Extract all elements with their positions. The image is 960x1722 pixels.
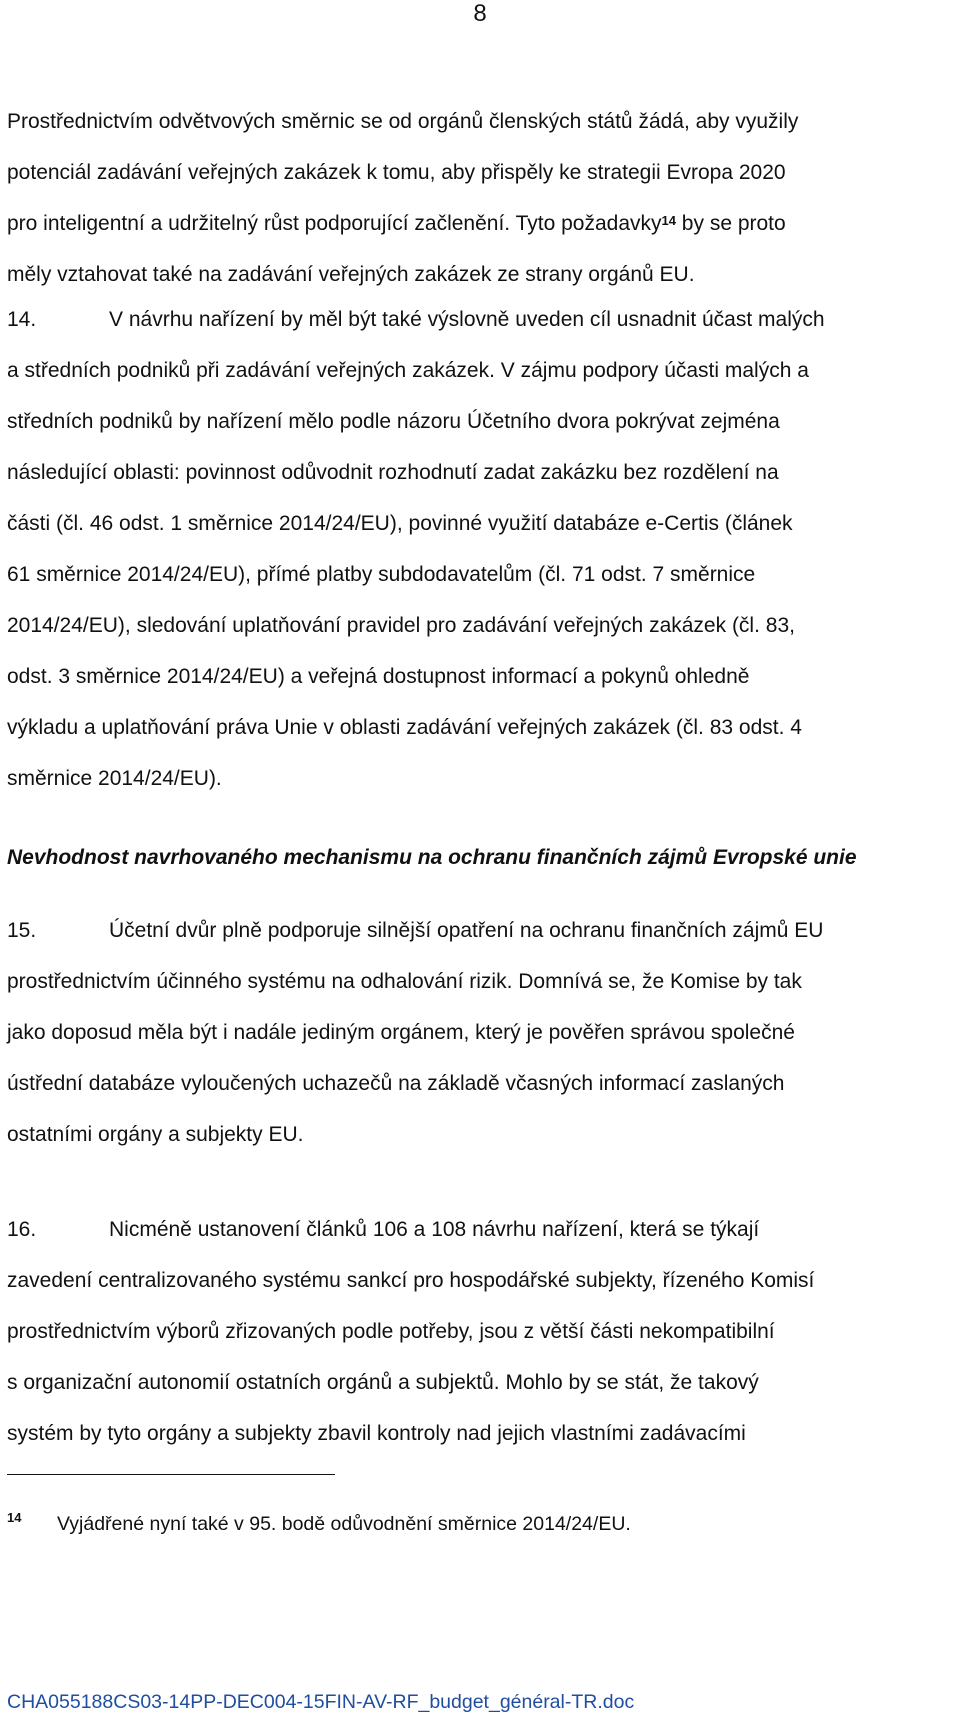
- text-line: následující oblasti: povinnost odůvodnit rozhodnutí zadat zakázku bez rozdělení na: [7, 461, 779, 484]
- document-footer: CHA055188CS03-14PP-DEC004-15FIN-AV-RF_budget_général-TR.doc: [7, 1691, 635, 1713]
- paragraph-14: [7, 294, 947, 804]
- text-line: ostatními orgány a subjekty EU.: [7, 1123, 304, 1146]
- text-line: jako doposud měla být i nadále jediným orgánem, který je pověřen správou společné: [7, 1021, 795, 1044]
- paragraph-number: 14.: [7, 308, 37, 331]
- footnote-separator: [7, 1474, 335, 1475]
- text-line: měly vztahovat také na zadávání veřejných zakázek ze strany orgánů EU.: [7, 263, 695, 286]
- text-line: odst. 3 směrnice 2014/24/EU) a veřejná dostupnost informací a pokynů ohledně: [7, 665, 750, 688]
- text-line: směrnice 2014/24/EU).: [7, 767, 222, 790]
- footnote-mark: 14: [7, 1510, 22, 1525]
- text-line: výkladu a uplatňování práva Unie v oblasti zadávání veřejných zakázek (čl. 83 odst. 4: [7, 716, 802, 739]
- paragraph-16: [7, 1204, 947, 1459]
- section-heading: Nevhodnost navrhovaného mechanismu na ochranu finančních zájmů Evropské unie: [7, 846, 857, 869]
- text-line: s organizační autonomií ostatních orgánů a subjektů. Mohlo by se stát, že takový: [7, 1371, 759, 1394]
- text-line: zavedení centralizovaného systému sankcí pro hospodářské subjekty, řízeného Komisí: [7, 1269, 815, 1292]
- text-line: Prostřednictvím odvětvových směrnic se od orgánů členských států žádá, aby využily: [7, 110, 799, 133]
- text-fragment: pro inteligentní a udržitelný růst podporující začlenění. Tyto požadavky: [7, 212, 662, 235]
- text-line: [7, 1204, 947, 1255]
- paragraph-number: 15.: [7, 919, 37, 942]
- text-line: prostřednictvím výborů zřizovaných podle potřeby, jsou z větší části nekompatibilní: [7, 1320, 775, 1343]
- text-line: 2014/24/EU), sledování uplatňování pravidel pro zadávání veřejných zakázek (čl. 83,: [7, 614, 795, 637]
- intro-paragraph: [7, 96, 947, 300]
- text-line: ústřední databáze vyloučených uchazečů na základě včasných informací zaslaných: [7, 1072, 785, 1095]
- text-line: potenciál zadávání veřejných zakázek k tomu, aby přispěly ke strategii Evropa 2020: [7, 161, 786, 184]
- text-line: části (čl. 46 odst. 1 směrnice 2014/24/EU), povinné využití databáze e-Certis (článek: [7, 512, 793, 535]
- text-line: [7, 905, 947, 956]
- text-line: [7, 198, 947, 249]
- text-line: středních podniků by nařízení mělo podle názoru Účetního dvora pokrývat zejména: [7, 410, 780, 433]
- text-fragment: by se proto: [675, 212, 786, 235]
- page-number: 8: [473, 0, 487, 27]
- footnote: [7, 1512, 631, 1536]
- text-fragment: V návrhu nařízení by měl být také výslovně uveden cíl usnadnit účast malých: [109, 308, 825, 331]
- text-line: systém by tyto orgány a subjekty zbavil kontroly nad jejich vlastními zadávacími: [7, 1422, 746, 1445]
- text-fragment: Nicméně ustanovení článků 106 a 108 návrhu nařízení, která se týkají: [109, 1218, 760, 1241]
- paragraph-15: [7, 905, 947, 1160]
- text-fragment: Účetní dvůr plně podporuje silnější opatření na ochranu finančních zájmů EU: [109, 919, 824, 942]
- text-line: a středních podniků při zadávání veřejných zakázek. V zájmu podpory účasti malých a: [7, 359, 809, 382]
- text-line: 61 směrnice 2014/24/EU), přímé platby subdodavatelům (čl. 71 odst. 7 směrnice: [7, 563, 756, 586]
- text-line: prostřednictvím účinného systému na odhalování rizik. Domnívá se, že Komise by tak: [7, 970, 802, 993]
- paragraph-number: 16.: [7, 1218, 37, 1241]
- footnote-reference[interactable]: 14: [661, 213, 676, 228]
- footnote-text: Vyjádřené nyní také v 95. bodě odůvodnění směrnice 2014/24/EU.: [57, 1513, 631, 1535]
- text-line: [7, 294, 947, 345]
